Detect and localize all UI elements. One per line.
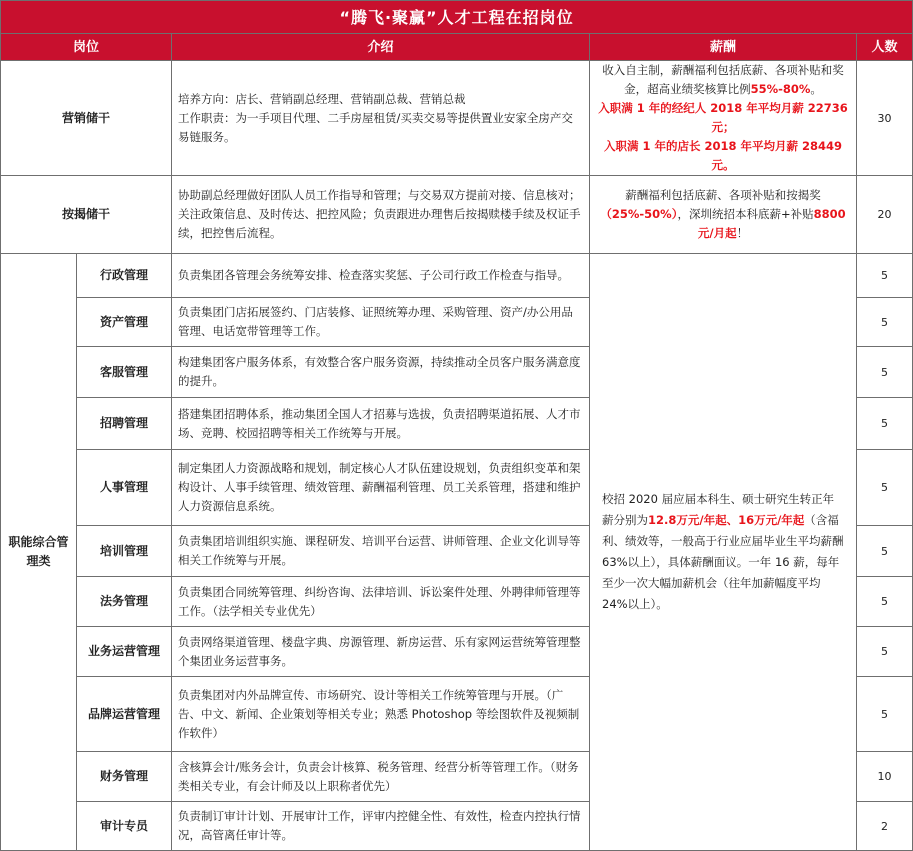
- intro-cell: 负责集团合同统筹管理、纠纷咨询、法律培训、诉讼案件处理、外聘律师管理等工作。（法学相关专业优先）: [172, 577, 590, 627]
- intro-cell: 负责集团门店拓展签约、门店装修、证照统筹办理、采购管理、资产/办公用品管理、电话宽带管理等工作。: [172, 298, 590, 347]
- group-salary-amount: 12.8万元/年起、16万元/年起: [648, 513, 805, 527]
- intro-cell: 含核算会计/账务会计，负责会计核算、税务管理、经营分析等管理工作。（财务类相关专业，有会计师及以上职称者优先）: [172, 752, 590, 802]
- position-cell: 业务运营管理: [77, 627, 172, 677]
- header-position: 岗位: [1, 34, 172, 61]
- intro-cell: 构建集团客户服务体系，有效整合客户服务资源，持续推动全员客户服务满意度的提升。: [172, 347, 590, 398]
- intro-cell: 负责集团对内外品牌宣传、市场研究、设计等相关工作统筹管理与开展。（广告、中文、新闻、企业策划等相关专业；熟悉 Photoshop 等绘图软件及视频制作软件）: [172, 677, 590, 752]
- salary-ratio: 55%-80%: [750, 82, 811, 96]
- position-cell: 招聘管理: [77, 398, 172, 450]
- count-cell: 10: [857, 752, 913, 802]
- table-row: [1, 61, 913, 176]
- header-intro: 介绍: [172, 34, 590, 61]
- count-cell: 5: [857, 577, 913, 627]
- intro-cell: 制定集团人力资源战略和规划，制定核心人才队伍建设规划，负责组织变革和架构设计、人事手续管理、绩效管理、薪酬福利管理、员工关系管理，搭建和维护人力资源信息系统。: [172, 450, 590, 526]
- page-title: “腾飞·聚赢”人才工程在招岗位: [1, 1, 913, 34]
- count-cell: 5: [857, 398, 913, 450]
- position-cell: 客服管理: [77, 347, 172, 398]
- position-cell: 品牌运营管理: [77, 677, 172, 752]
- group-label: 职能综合管理类: [1, 254, 77, 851]
- count-cell: 5: [857, 450, 913, 526]
- salary-end: ！: [736, 226, 749, 240]
- position-cell: 资产管理: [77, 298, 172, 347]
- intro-cell: 负责网络渠道管理、楼盘字典、房源管理、新房运营、乐有家网运营统筹管理整个集团业务运营事务。: [172, 627, 590, 677]
- position-cell: 按揭储干: [1, 176, 172, 254]
- count-cell: 2: [857, 802, 913, 851]
- salary-text: 收入自主制，薪酬福利包括底薪、各项补贴和奖金，超高业绩奖核算比例: [602, 63, 844, 96]
- intro-cell: 负责集团各管理会务统筹安排、检查落实奖惩、子公司行政工作检查与指导。: [172, 254, 590, 298]
- table-row: [1, 176, 913, 254]
- salary-cell: [590, 61, 857, 176]
- header-salary: 薪酬: [590, 34, 857, 61]
- count-cell: 5: [857, 347, 913, 398]
- group-salary-pre: 校招 2020 届应届本科生、硕士研究生转正年薪分别为: [602, 492, 835, 527]
- intro-cell: 搭建集团招聘体系，推动集团全国人才招募与选拔，负责招聘渠道拓展、人才市场、竞聘、校园招聘等相关工作统筹与开展。: [172, 398, 590, 450]
- position-cell: 培训管理: [77, 526, 172, 577]
- count-cell: 5: [857, 254, 913, 298]
- salary-pre: 薪酬福利包括底薪、各项补贴和按揭奖: [625, 188, 821, 202]
- intro-cell: 负责制订审计计划、开展审计工作，评审内控健全性、有效性，检查内控执行情况，高管离任审计等。: [172, 802, 590, 851]
- salary-agent-note: 入职满 1 年的经纪人 2018 年平均月薪 22736 元；: [598, 101, 848, 134]
- count-cell: 20: [857, 176, 913, 254]
- count-cell: 5: [857, 627, 913, 677]
- intro-duty: 工作职责：为一手项目代理、二手房屋租赁/买卖交易等提供置业安家全房产交易链服务。: [178, 110, 573, 144]
- intro-cell: 协助副总经理做好团队人员工作指导和管理；与交易双方提前对接、信息核对；关注政策信息、及时传达、把控风险；负责跟进办理售后按揭赎楼手续及权证手续，把控售后流程。: [172, 176, 590, 254]
- count-cell: 5: [857, 298, 913, 347]
- salary-end: 。: [810, 82, 822, 96]
- position-cell: 人事管理: [77, 450, 172, 526]
- group-salary-post: （含福利、绩效等，一般高于行业应届毕业生平均薪酬 63%以上），具体薪酬面议。一年 16 薪，每年至少一次大幅加薪机会（往年加薪幅度平均 24%以上）。: [602, 513, 844, 611]
- salary-amount: 8800元/月起: [697, 207, 846, 240]
- salary-manager-note: 入职满 1 年的店长 2018 年平均月薪 28449 元。: [603, 139, 843, 172]
- count-cell: 5: [857, 526, 913, 577]
- salary-pct: （25%-50%）: [600, 207, 678, 221]
- intro-direction: 培养方向：店长、营销副总经理、营销副总裁、营销总裁: [178, 91, 466, 106]
- intro-cell: [172, 61, 590, 176]
- position-cell: 财务管理: [77, 752, 172, 802]
- position-cell: 行政管理: [77, 254, 172, 298]
- position-cell: 审计专员: [77, 802, 172, 851]
- salary-mid: ，深圳统招本科底薪+补贴: [677, 207, 814, 221]
- header-count: 人数: [857, 34, 913, 61]
- position-cell: 法务管理: [77, 577, 172, 627]
- group-salary-cell: [590, 254, 857, 851]
- count-cell: 5: [857, 677, 913, 752]
- salary-cell: [590, 176, 857, 254]
- table-row: [1, 254, 913, 298]
- intro-cell: 负责集团培训组织实施、课程研发、培训平台运营、讲师管理、企业文化训导等相关工作统筹与开展。: [172, 526, 590, 577]
- count-cell: 30: [857, 61, 913, 176]
- position-cell: 营销储干: [1, 61, 172, 176]
